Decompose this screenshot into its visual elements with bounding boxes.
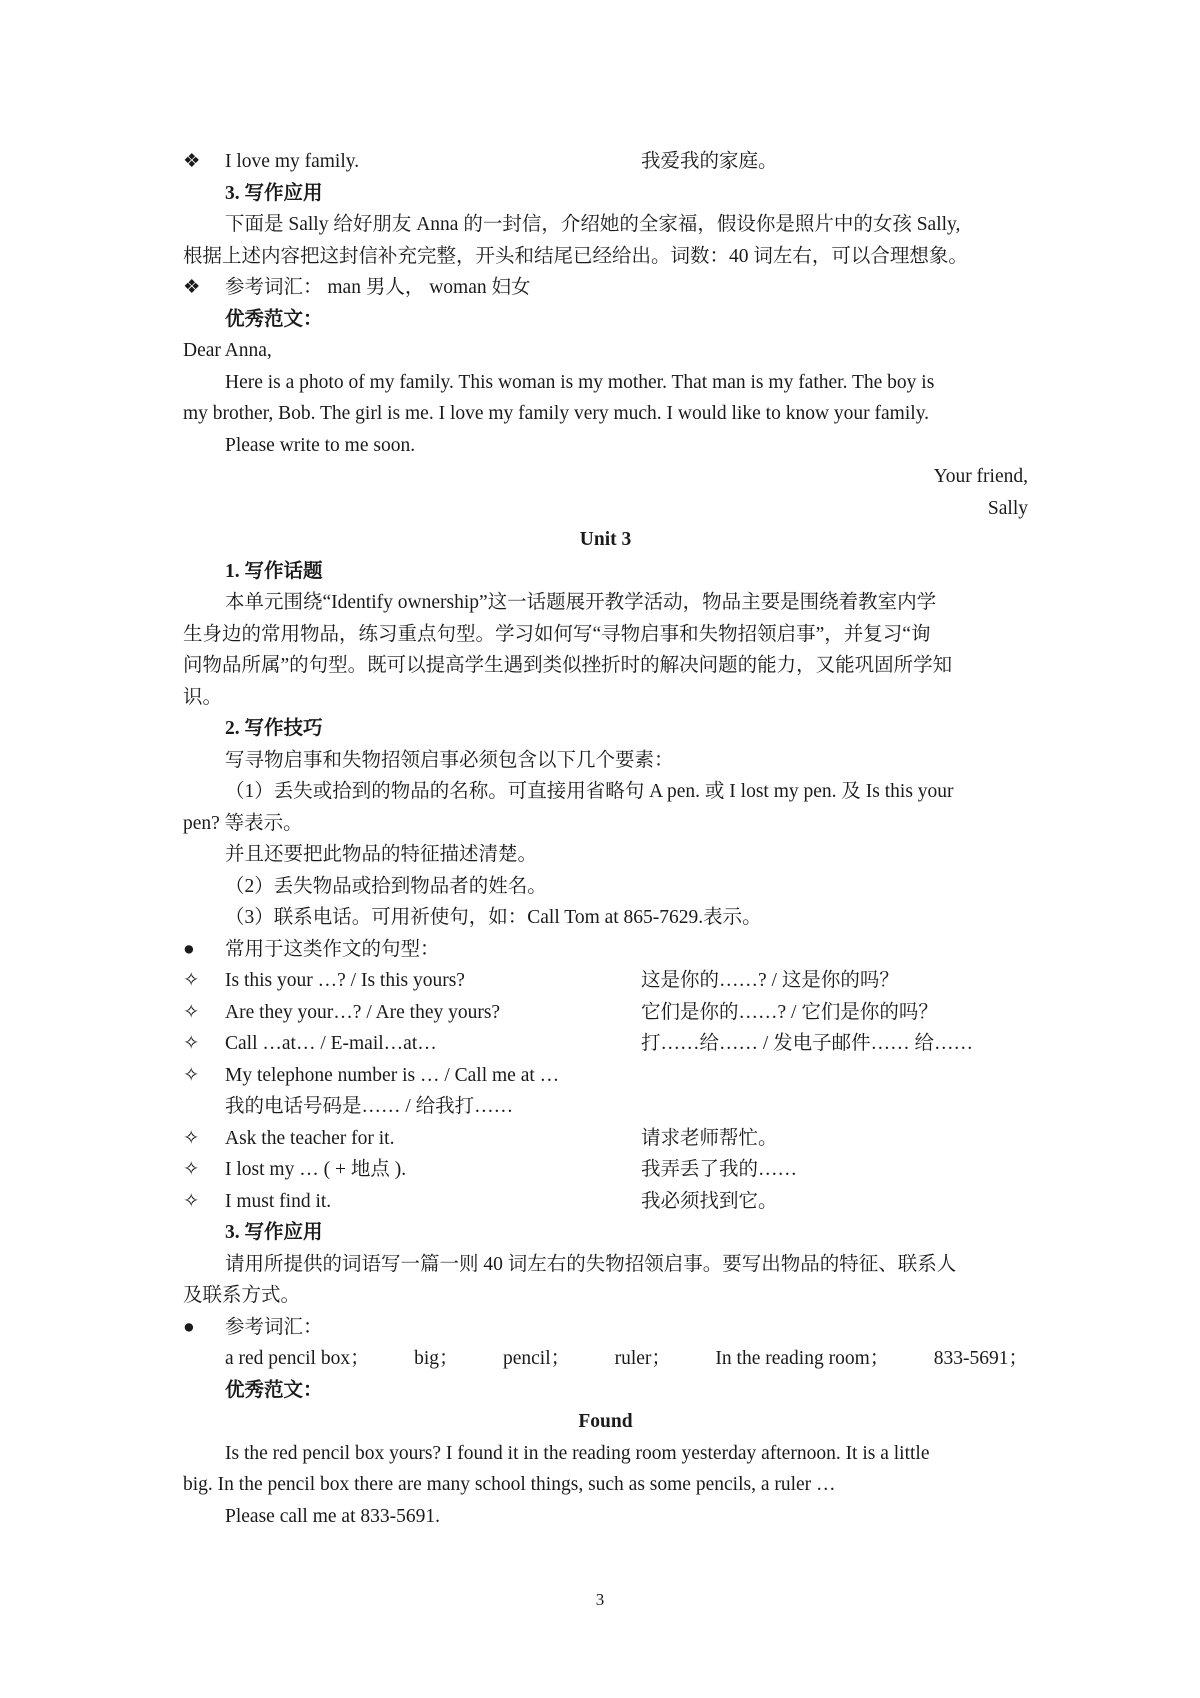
topic-text-line: 本单元围绕“Identify ownership”这一话题展开教学活动，物品主要是围绕着教室内学 bbox=[225, 592, 937, 613]
letter-salutation: Dear Anna, bbox=[183, 340, 272, 361]
skills-item-1-cont: pen? 等表示。 bbox=[183, 812, 303, 834]
pattern-row bbox=[183, 1028, 1028, 1060]
letter-closing: Your friend, bbox=[933, 466, 1028, 487]
star-bullet-icon: ✧ bbox=[183, 1190, 200, 1212]
pattern-en: Is this your …? / Is this yours? bbox=[225, 970, 465, 991]
application-text-line: 请用所提供的词语写一篇一则 40 词左右的失物招领启事。要写出物品的特征、联系人 bbox=[225, 1253, 957, 1275]
found-notice-line: Is the red pencil box yours? I found it in the reading room yesterday afternoon. It is a little bbox=[225, 1442, 930, 1464]
pattern-row bbox=[183, 1154, 1028, 1186]
vocab-word: ruler； bbox=[614, 1348, 671, 1369]
letter-signature: Sally bbox=[987, 497, 1028, 519]
pattern-row bbox=[183, 997, 1028, 1029]
pattern-en: I lost my … ( + 地点 ). bbox=[225, 1159, 407, 1180]
unit-title: Unit 3 bbox=[579, 529, 632, 550]
letter-body-line: Please write to me soon. bbox=[225, 434, 416, 456]
pattern-cn: 请求老师帮忙。 bbox=[641, 1127, 778, 1149]
vocab-word: pencil； bbox=[502, 1348, 571, 1369]
diamond-bullet-icon: ❖ bbox=[183, 277, 201, 298]
topic-text-line: 识。 bbox=[183, 686, 223, 708]
skills-intro: 写寻物启事和失物招领启事必须包含以下几个要素： bbox=[225, 749, 674, 771]
letter-body-line: Here is a photo of my family. This woman is my mother. That man is my father. The boy is bbox=[225, 371, 935, 393]
skills-item-1-note: 并且还要把此物品的特征描述清楚。 bbox=[225, 844, 538, 865]
letter-body-line: my brother, Bob. The girl is me. I love my family very much. I would like to know your family. bbox=[183, 403, 930, 424]
vocab-text: 参考词汇： man 男人， woman 妇女 bbox=[225, 277, 531, 298]
patterns-title-row bbox=[183, 934, 1028, 966]
pattern-cn: 这是你的……? / 这是你的吗？ bbox=[641, 970, 899, 991]
vocab-title-row bbox=[183, 1312, 1028, 1344]
pattern-row bbox=[183, 1060, 1028, 1092]
found-notice-line: Please call me at 833-5691. bbox=[225, 1505, 440, 1527]
vocab-word: big； bbox=[414, 1348, 459, 1369]
pattern-row bbox=[183, 1123, 1028, 1155]
vocab-title: 参考词汇： bbox=[225, 1316, 323, 1338]
pattern-cn: 我必须找到它。 bbox=[641, 1190, 778, 1212]
love-sentence-cn: 我爱我的家庭。 bbox=[641, 151, 778, 172]
page-number: 3 bbox=[595, 1590, 605, 1609]
patterns-title: 常用于这类作文的句型： bbox=[225, 938, 440, 960]
vocab-word: a red pencil box； bbox=[225, 1348, 370, 1369]
section-heading-application: 3. 写作应用 bbox=[225, 1222, 323, 1243]
pattern-en: My telephone number is … / Call me at … bbox=[225, 1064, 560, 1086]
pattern-en: Call …at… / E-mail…at… bbox=[225, 1033, 437, 1054]
pattern-en: Are they your…? / Are they yours? bbox=[225, 1001, 501, 1023]
pattern-cn-continuation: 我的电话号码是…… / 给我打…… bbox=[225, 1096, 514, 1117]
pattern-cn: 它们是你的……? / 它们是你的吗？ bbox=[641, 1001, 938, 1023]
section-heading-writing-application: 3. 写作应用 bbox=[225, 182, 323, 204]
sample-essay-heading: 优秀范文： bbox=[225, 1379, 323, 1401]
sample-essay-heading: 优秀范文： bbox=[225, 308, 323, 330]
diamond-bullet-icon: ❖ bbox=[183, 151, 201, 172]
pattern-en: Ask the teacher for it. bbox=[225, 1127, 395, 1149]
section-heading-skills: 2. 写作技巧 bbox=[225, 718, 323, 739]
application-text-line: 及联系方式。 bbox=[183, 1285, 301, 1306]
vocab-words-row bbox=[183, 1343, 1028, 1375]
pattern-cn: 打……给…… / 发电子邮件…… 给…… bbox=[641, 1033, 974, 1054]
topic-text-line: 问物品所属”的句型。既可以提高学生遇到类似挫折时的解决问题的能力，又能巩固所学知 bbox=[183, 655, 953, 676]
found-notice-line: big. In the pencil box there are many school things, such as some pencils, a ruler … bbox=[183, 1474, 836, 1495]
love-sentence-row bbox=[183, 146, 1028, 178]
pattern-en: I must find it. bbox=[225, 1190, 332, 1212]
pattern-cn: 我弄丢了我的…… bbox=[641, 1159, 798, 1180]
love-sentence-en: I love my family. bbox=[225, 151, 360, 172]
star-bullet-icon: ✧ bbox=[183, 1001, 200, 1023]
skills-item-1: （1）丢失或拾到的物品的名称。可直接用省略句 A pen. 或 I lost my pen. 及 Is this your bbox=[225, 781, 954, 802]
star-bullet-icon: ✧ bbox=[183, 1127, 200, 1149]
vocab-word: 833-5691； bbox=[933, 1348, 1028, 1369]
vocab-row bbox=[183, 272, 1028, 304]
star-bullet-icon: ✧ bbox=[183, 1033, 200, 1054]
task-text-line: 根据上述内容把这封信补充完整，开头和结尾已经给出。词数：40 词左右，可以合理想象。 bbox=[183, 245, 968, 267]
section-heading-topic: 1. 写作话题 bbox=[225, 560, 323, 582]
star-bullet-icon: ✧ bbox=[183, 1064, 200, 1086]
skills-item-2: （2）丢失物品或拾到物品者的姓名。 bbox=[225, 875, 547, 897]
pattern-row bbox=[183, 1186, 1028, 1218]
skills-item-3: （3）联系电话。可用祈使句，如：Call Tom at 865-7629.表示。 bbox=[225, 907, 762, 928]
dot-bullet-icon: ● bbox=[183, 938, 195, 960]
topic-text-line: 生身边的常用物品，练习重点句型。学习如何写“寻物启事和失物招领启事”，并复习“询 bbox=[183, 623, 931, 645]
found-notice-title: Found bbox=[578, 1411, 633, 1432]
pattern-row bbox=[183, 965, 1028, 997]
vocab-word: In the reading room； bbox=[715, 1348, 890, 1369]
dot-bullet-icon: ● bbox=[183, 1316, 195, 1338]
page-content bbox=[183, 146, 1028, 1532]
task-text-line: 下面是 Sally 给好朋友 Anna 的一封信，介绍她的全家福，假设你是照片中的女孩 Sally, bbox=[225, 214, 961, 235]
star-bullet-icon: ✧ bbox=[183, 970, 200, 991]
star-bullet-icon: ✧ bbox=[183, 1159, 200, 1180]
